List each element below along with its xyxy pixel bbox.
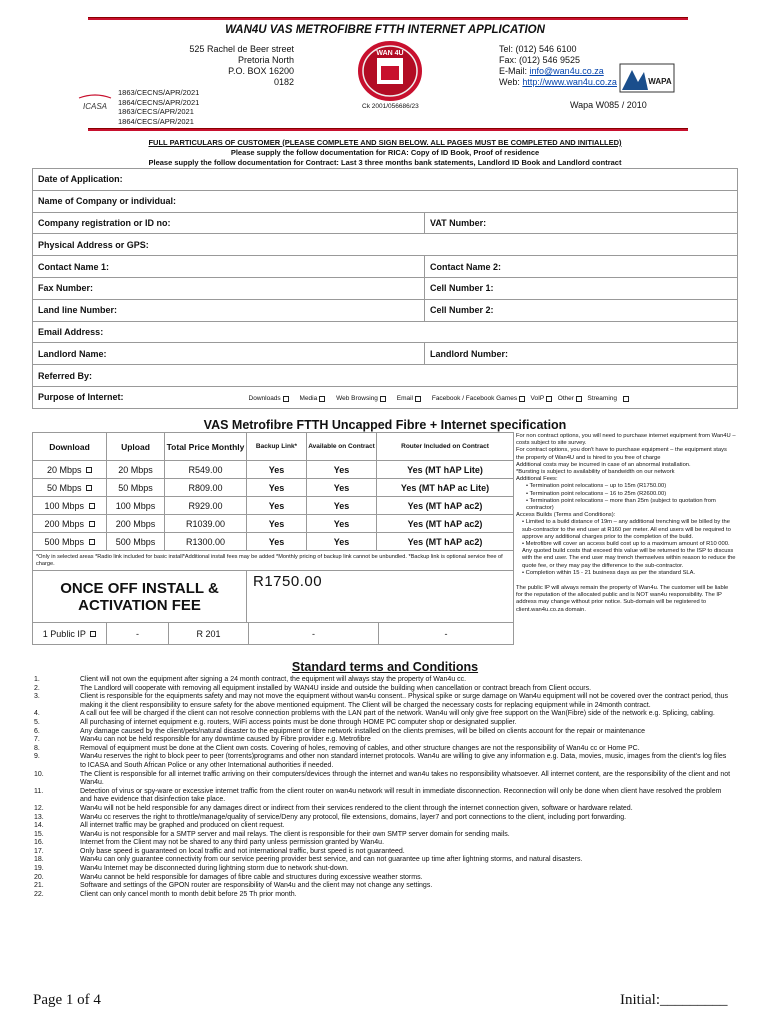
term-item	[34, 710, 734, 719]
term-text: Wan4u Internet may be disconnected during lightning storm due to network shut-down.	[80, 865, 349, 873]
col-backup: Backup Link*	[247, 433, 307, 461]
field-landlord-name[interactable]: Landlord Name:	[33, 343, 425, 365]
install-label: ONCE OFF INSTALL & ACTIVATION FEE	[33, 571, 247, 623]
note-line: • Termination point relocations – up to 15m (R1750.00)	[526, 483, 667, 490]
term-text: Client is responsible for the equipments safety and may not move the equipment without wan4u consent.. Physical spike or surge damage on Wan4u equipment will not be covered over the contract period, thus making it the client responsibility to ensure safety for the above mentioned equipment. The Client will be charged the necessary costs for replacing equipment while in 24month contract.	[80, 693, 728, 709]
term-item	[34, 745, 734, 754]
purpose-label: Purpose of Internet:	[38, 392, 124, 403]
router-cell: Yes (MT hAP ac Lite)	[377, 479, 514, 497]
top-red-rule	[88, 17, 688, 20]
checkbox[interactable]	[576, 396, 582, 402]
term-number: 18.	[34, 856, 44, 864]
note-line: *Bursting is subject to availability of bandwidth on our network	[516, 469, 675, 476]
spec-side-notes	[516, 433, 736, 614]
checkbox[interactable]	[546, 396, 552, 402]
term-number: 15.	[34, 830, 44, 838]
contract-cell: Yes	[307, 497, 377, 515]
email-label: E-Mail:	[499, 66, 528, 76]
term-number: 1.	[34, 676, 40, 683]
rica-note: Please supply the follow documentation for RICA: Copy of ID Book, Proof of residence	[230, 148, 540, 157]
backup-cell: Yes	[247, 497, 307, 515]
header-red-rule	[88, 128, 688, 131]
opt-email[interactable]: Email	[397, 395, 421, 402]
upload-cell: 200 Mbps	[107, 515, 165, 533]
icasa-code: 1864/CECS/APR/2021	[118, 116, 194, 126]
term-number: 17.	[34, 847, 44, 855]
term-item	[34, 753, 734, 770]
opt-downloads[interactable]: Downloads	[249, 395, 289, 402]
download-cell[interactable]: 50 Mbps	[33, 479, 107, 497]
checkbox[interactable]	[319, 396, 325, 402]
checkbox[interactable]	[623, 396, 629, 402]
term-text: Internet from the Client may not be shared to any third party unless permission granted by Wan4u.	[80, 839, 385, 847]
term-item	[34, 788, 734, 805]
checkbox[interactable]	[89, 539, 95, 545]
term-number: 16.	[34, 839, 44, 847]
tel: Tel: (012) 546 6100	[499, 44, 577, 54]
col-router: Router Included on Contract	[377, 433, 514, 461]
table-row	[33, 533, 514, 551]
term-text: Only base speed is guaranteed on local traffic and not international traffic, burst speed is not guaranteed.	[80, 847, 405, 855]
note-line: • Termination point relocations – 16 to 25m (R2600.00)	[526, 490, 667, 497]
field-vat[interactable]: VAT Number:	[425, 212, 738, 234]
contract-cell: Yes	[307, 461, 377, 479]
note-line: The public IP will always remain the property of Wan4u. The customer will be liable for the reputation of the allocated public and is NOT wan4u responsibility. The IP address may change without prior notice. Sub-domain will be registered to client.wan4u.co.za domain.	[516, 585, 729, 613]
checkbox[interactable]	[283, 396, 289, 402]
term-text: Wan4u can only guarantee connectivity from our service peering provider best service, and can not guarantee up time after lightning storms, and natural disasters.	[80, 856, 583, 864]
wapa-number: Wapa W085 / 2010	[570, 100, 647, 110]
term-item	[34, 856, 734, 865]
field-contact-2[interactable]: Contact Name 2:	[425, 256, 738, 278]
term-text: Wan4u can not be held responsible for any downtime caused by Fibre provider e.g. Metrofibre	[80, 736, 371, 744]
term-text: The Landlord will cooperate with removing all equipment installed by WAN4U inside and outside the building when cancellation or contract breach from Client occurs.	[80, 684, 592, 692]
field-fax[interactable]: Fax Number:	[33, 277, 425, 299]
term-item	[34, 685, 734, 694]
contract-cell: Yes	[307, 515, 377, 533]
note-line: For contract options, you don't have to purchase equipment – the equipment stays the property of Wan4U and is hired to you free of charge	[516, 447, 727, 461]
term-number: 9.	[34, 753, 40, 761]
public-ip-table	[32, 622, 514, 645]
term-number: 13.	[34, 813, 44, 821]
field-purpose	[33, 386, 738, 408]
contract-note: Please supply the follow documentation for Contract: Last 3 three months bank statements, Landlord ID Book and Landlord contract	[148, 158, 622, 167]
backup-cell: Yes	[247, 479, 307, 497]
term-text: All internet traffic may be graphed and produced on client request.	[80, 822, 285, 830]
term-item	[34, 771, 734, 788]
note-line: • Completion within 15 - 21 business days as per the standard SLA.	[522, 569, 696, 576]
company-registration: Ck 2001/056686/23	[362, 103, 419, 110]
term-item	[34, 736, 734, 745]
spec-table	[32, 432, 514, 571]
term-item	[34, 831, 734, 840]
col-contract: Available on Contract	[307, 433, 377, 461]
term-number: 20.	[34, 873, 44, 881]
note-line: Additional Fees:	[516, 476, 558, 483]
term-text: Client can only cancel month to month debit before 25 Th prior month.	[80, 890, 297, 898]
field-referred[interactable]: Referred By:	[33, 365, 738, 387]
backup-cell: Yes	[247, 461, 307, 479]
term-text: Software and settings of the GPON router are responsibility of Wan4u and the client may not change any settings.	[80, 882, 433, 890]
upload-cell: 100 Mbps	[107, 497, 165, 515]
opt-facebook[interactable]: Facebook / Facebook Games	[432, 395, 525, 402]
router-cell: Yes (MT hAP ac2)	[377, 515, 514, 533]
customer-form	[32, 168, 738, 409]
term-text: Wan4u cc reserves the right to throttle/manage/quality of service/Deny any protocol, file extensions, domains, layer7 and port connections to the client, including port forwarding.	[80, 813, 627, 821]
note-line: Access Builds (Terms and Conditions):	[516, 512, 616, 519]
document-title: WAN4U VAS METROFIBRE FTTH INTERNET APPLICATION	[225, 24, 545, 36]
note-line: • Termination point relocations – more than 25m (subject to quotation from contractor)	[526, 497, 716, 512]
term-number: 3.	[34, 693, 40, 701]
term-item	[34, 676, 734, 685]
term-item	[34, 891, 734, 900]
term-number: 12.	[34, 804, 44, 812]
router-cell: Yes (MT hAP ac2)	[377, 497, 514, 515]
ip-router: -	[379, 623, 514, 645]
fax: Fax: (012) 546 9525	[499, 55, 581, 65]
checkbox[interactable]	[90, 631, 96, 637]
checkbox[interactable]	[86, 485, 92, 491]
field-date[interactable]: Date of Application:	[33, 169, 738, 191]
address-line: 0182	[273, 77, 294, 87]
term-text: All purchasing of internet equipment e.g. routers, WiFi access points must be done through HOME PC computer shop or designated supplier.	[80, 718, 517, 726]
terms-list	[34, 676, 734, 899]
field-email[interactable]: Email Address:	[33, 321, 738, 343]
opt-voip[interactable]: VoIP	[531, 395, 553, 402]
term-item	[34, 839, 734, 848]
checkbox[interactable]	[519, 396, 525, 402]
router-cell: Yes (MT hAP Lite)	[377, 461, 514, 479]
term-item	[34, 728, 734, 737]
router-cell: Yes (MT hAP ac2)	[377, 533, 514, 551]
price-cell: R929.00	[165, 497, 247, 515]
term-number: 5.	[34, 718, 40, 726]
checkbox[interactable]	[89, 521, 95, 527]
term-number: 8.	[34, 744, 40, 752]
icasa-logo	[75, 94, 115, 116]
term-item	[34, 874, 734, 883]
table-row	[33, 461, 514, 479]
contract-cell: Yes	[307, 533, 377, 551]
svg-text:WAN 4U: WAN 4U	[376, 50, 404, 57]
term-item	[34, 848, 734, 857]
term-item	[34, 865, 734, 874]
note-line: • Metrofibre will cover an access build cost up to a maximum amount of R10 000. Any quoted build costs that exceed this value will be returned to the ISP to discuss with the end user. The end user may trench themselves within reason to reduce the quote fee, or they may pay the difference to the sub-contractor.	[522, 541, 736, 569]
term-item	[34, 805, 734, 814]
note-line: • Limited to a build distance of 19m – any additional trenching will be billed by the sub-contractor to the end user at R160 per meter. All end users will be required to approve any additional charges prior to the completion of the build.	[522, 519, 731, 540]
svg-text:ICASA: ICASA	[82, 102, 108, 111]
upload-cell: 20 Mbps	[107, 461, 165, 479]
note-line: Additional costs may be incurred in case of an abnormal installation.	[516, 461, 691, 468]
email-link[interactable]: info@wan4u.co.za	[529, 66, 604, 76]
field-landline[interactable]: Land line Number:	[33, 299, 425, 321]
price-cell: R809.00	[165, 479, 247, 497]
term-number: 14.	[34, 822, 44, 830]
company-address	[150, 44, 294, 88]
term-number: 2.	[34, 684, 40, 692]
field-name[interactable]: Name of Company or individual:	[33, 190, 738, 212]
term-text: The Client is responsible for all internet traffic arriving on their computers/devices through the internet and wan4u takes no responsibility whatsoever. All internet content, are the responsibility of the client and not Wan4u.	[80, 770, 731, 787]
checkbox[interactable]	[89, 503, 95, 509]
term-text: Detection of virus or spy-ware or excessive internet traffic from the client router on wan4u network will result in immediate disconnection. Reconnection will only be done when client have resolved the problem and have evidence that disinfection take place.	[80, 787, 722, 804]
opt-other[interactable]: Other	[558, 395, 582, 402]
download-cell[interactable]: 200 Mbps	[33, 515, 107, 533]
opt-streaming[interactable]: Streaming	[587, 395, 628, 402]
opt-web-browsing[interactable]: Web Browsing	[336, 395, 386, 402]
spec-footnote: *Only in selected areas *Radio link included for basic install*Additional install fees may be added *Monthly pricing of backup link cannot be unbundled. *Backup link is optional service free of charge.	[33, 551, 514, 571]
contract-cell: Yes	[307, 479, 377, 497]
price-cell: R549.00	[165, 461, 247, 479]
col-download: Download	[33, 433, 107, 461]
field-landlord-number[interactable]: Landlord Number:	[425, 343, 738, 365]
term-text: Wan4u will not be held responsible for any damages direct or indirect from their services rendered to the client through the internet connection given, software or hardware related.	[80, 804, 633, 812]
purpose-options	[249, 395, 629, 402]
price-cell: R1039.00	[165, 515, 247, 533]
field-contact-1[interactable]: Contact Name 1:	[33, 256, 425, 278]
opt-media[interactable]: Media	[300, 395, 326, 402]
upload-cell: 50 Mbps	[107, 479, 165, 497]
term-number: 21.	[34, 882, 44, 890]
ip-upload: -	[107, 623, 169, 645]
term-number: 10.	[34, 770, 44, 778]
install-price: R1750.00	[247, 571, 514, 623]
checkbox[interactable]	[86, 467, 92, 473]
term-item	[34, 693, 734, 710]
address-line: P.O. BOX 16200	[228, 66, 294, 76]
term-number: 19.	[34, 865, 44, 873]
term-text: Wan4u reserves the right to block peer to peer (torrents)programs and other non standard internet protocols. Wan4u are willing to give any information e.g. Data, movies, music, images from the client's log files to ICASA and South African Police or any other International authorities if needed.	[80, 753, 727, 769]
address-line: Pretoria North	[237, 55, 294, 65]
address-line: 525 Rachel de Beer street	[189, 44, 294, 54]
field-cell-2[interactable]: Cell Number 2:	[425, 299, 738, 321]
wan4u-logo	[353, 36, 427, 106]
term-number: 7.	[34, 736, 40, 744]
backup-cell: Yes	[247, 533, 307, 551]
spec-title: VAS Metrofibre FTTH Uncapped Fibre + Internet specification	[203, 418, 567, 432]
download-cell[interactable]: 20 Mbps	[33, 461, 107, 479]
term-text: Wan4u is not responsible for a SMTP server and mail relays. The client is responsible for their own SMTP server domain for sending mails.	[80, 830, 510, 838]
ip-backup: -	[249, 623, 379, 645]
checkbox[interactable]	[380, 396, 386, 402]
icasa-code: 1864/CECNS/APR/2021	[118, 97, 200, 107]
terms-title: Standard terms and Conditions	[291, 660, 479, 674]
icasa-code: 1863/CECNS/APR/2021	[118, 88, 200, 97]
download-cell[interactable]: 100 Mbps	[33, 497, 107, 515]
term-item	[34, 822, 734, 831]
term-number: 4.	[34, 710, 40, 718]
term-number: 11.	[34, 787, 44, 795]
ip-label-cell[interactable]: 1 Public IP	[33, 623, 107, 645]
col-upload: Upload	[107, 433, 165, 461]
particulars-note: FULL PARTICULARS OF CUSTOMER (PLEASE COMPLETE AND SIGN BELOW. ALL PAGES MUST BE COMPLETED AND INITIALLED)	[148, 138, 622, 147]
field-address[interactable]: Physical Address or GPS:	[33, 234, 738, 256]
table-row	[33, 515, 514, 533]
page-number: Page 1 of 4	[33, 992, 101, 1008]
term-item	[34, 814, 734, 823]
icasa-codes	[118, 88, 199, 126]
field-cell-1[interactable]: Cell Number 1:	[425, 277, 738, 299]
svg-text:WAPA: WAPA	[648, 77, 672, 86]
wapa-logo	[618, 62, 676, 94]
term-text: Client will not own the equipment after signing a 24 month contract, the equipment will always stay the property of Wan4u cc.	[80, 676, 467, 683]
install-fee-table	[32, 570, 514, 623]
term-item	[34, 882, 734, 891]
field-registration[interactable]: Company registration or ID no:	[33, 212, 425, 234]
web-link[interactable]: http://www.wan4u.co.za	[522, 77, 617, 87]
term-text: A call out fee will be charged if the client can not resolve connection problems with the LAN part of the network. Wan4u will only give free support on the Wan(Fibre) side of the network e.g. Splicing, cabling.	[80, 710, 715, 718]
backup-cell: Yes	[247, 515, 307, 533]
web-label: Web:	[499, 77, 520, 87]
term-text: Removal of equipment must be done at the Client own costs. Covering of holes, removing of cables, and other structure changes are not the responsibility of Wan4u cc or Home PC.	[80, 744, 640, 752]
note-line: For non contract options, you will need to purchase internet equipment from Wan4U – costs subject to site survey.	[516, 433, 736, 447]
initial-field[interactable]: Initial:_________	[620, 992, 728, 1008]
table-row	[33, 479, 514, 497]
col-price: Total Price Monthly	[165, 433, 247, 461]
checkbox[interactable]	[415, 396, 421, 402]
ip-price: R 201	[169, 623, 249, 645]
upload-cell: 500 Mbps	[107, 533, 165, 551]
icasa-code: 1863/CECS/APR/2021	[118, 107, 194, 116]
term-item	[34, 719, 734, 728]
term-text: Wan4u cannot be held responsible for damages of fibre cable and structures during excessive weather storms.	[80, 873, 423, 881]
table-row	[33, 497, 514, 515]
term-text: Any damage caused by the client/pets/natural disaster to the equipment or fibre network installed on the clients premises, will be billed on clients account for the repair or maintenance	[80, 727, 645, 735]
price-cell: R1300.00	[165, 533, 247, 551]
download-cell[interactable]: 500 Mbps	[33, 533, 107, 551]
term-number: 6.	[34, 727, 40, 735]
term-number: 22.	[34, 890, 44, 898]
